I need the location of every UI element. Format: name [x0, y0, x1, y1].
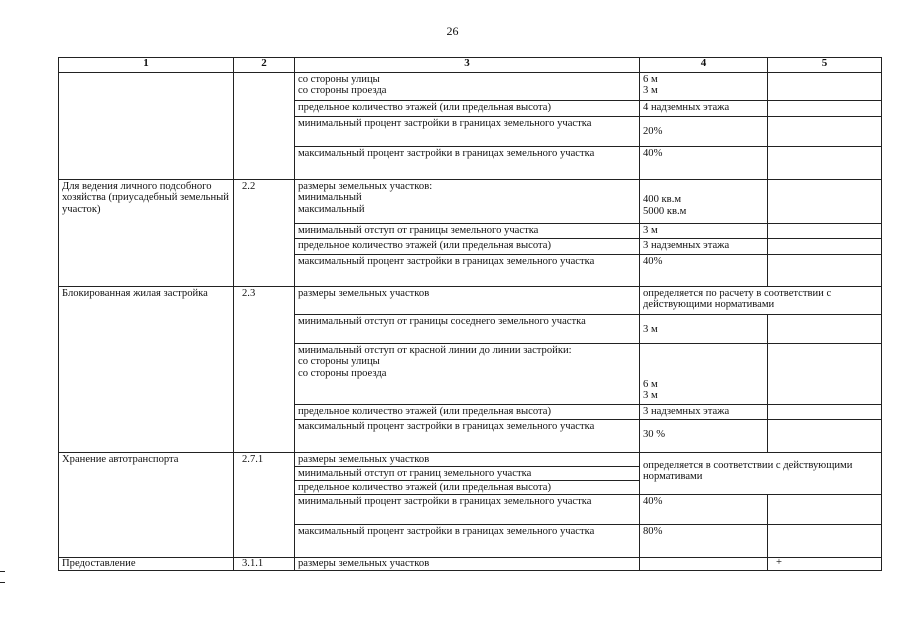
table-cell-parameter: размеры земельных участков: [294, 286, 640, 315]
table-cell-parameter: предельное количество этажей (или предельная высота): [294, 404, 640, 420]
margin-mark-lower: [0, 582, 5, 583]
table-cell-value: 80%: [639, 524, 768, 558]
table-cell-note: [767, 343, 882, 405]
header-col-2: 2: [233, 57, 295, 73]
table-cell-use-code: 2.2: [233, 179, 295, 287]
table-cell-value: 4 надземных этажа: [639, 100, 768, 117]
table-cell-parameter: максимальный процент застройки в границах земельного участка: [294, 254, 640, 287]
table-cell-use-name: Блокированная жилая застройка: [58, 286, 234, 453]
table-cell-value: 400 кв.м 5000 кв.м: [639, 179, 768, 224]
table-cell-note: [767, 72, 882, 101]
table-cell-value: [639, 557, 768, 571]
header-col-5: 5: [767, 57, 882, 73]
table-cell-parameter: предельное количество этажей (или предельная высота): [294, 238, 640, 255]
table-cell-use-code: 3.1.1: [233, 557, 295, 571]
table-cell-note: [767, 116, 882, 147]
table-cell-value: 40%: [639, 254, 768, 287]
table-cell-value: 30 %: [639, 419, 768, 453]
table-cell-note: [767, 179, 882, 224]
table-cell-value: 3 надземных этажа: [639, 404, 768, 420]
header-col-1: 1: [58, 57, 234, 73]
table-cell-value: 3 надземных этажа: [639, 238, 768, 255]
table-cell-note: [767, 524, 882, 558]
table-cell-value: 20%: [639, 116, 768, 147]
table-cell-parameter: минимальный отступ от красной линии до линии застройки: со стороны улицы со стороны проезда: [294, 343, 640, 405]
table-cell-value: 3 м: [639, 314, 768, 344]
table-cell-parameter: максимальный процент застройки в границах земельного участка: [294, 524, 640, 558]
table-cell-use-name: Для ведения личного подсобного хозяйства (приусадебный земельный участок): [58, 179, 234, 287]
table-cell-parameter: минимальный отступ от границ земельного участка: [294, 466, 640, 481]
table-cell-parameter: размеры земельных участков: [294, 557, 640, 571]
table-cell-note: [767, 494, 882, 525]
table-cell-value: 3 м: [639, 223, 768, 239]
table-cell-use-name: Предоставление: [58, 557, 234, 571]
table-cell-value: определяется в соответствии с действующими нормативами: [639, 452, 882, 495]
table-cell-parameter: предельное количество этажей (или предельная высота): [294, 480, 640, 495]
table-cell-note: [767, 254, 882, 287]
table-cell-use-code: [233, 72, 295, 180]
table-cell-parameter: максимальный процент застройки в границах земельного участка: [294, 419, 640, 453]
table-cell-use-code: 2.3: [233, 286, 295, 453]
table-cell-parameter: максимальный процент застройки в границах земельного участка: [294, 146, 640, 180]
header-col-3: 3: [294, 57, 640, 73]
table-cell-note: [767, 100, 882, 117]
table-cell-parameter: минимальный процент застройки в границах земельного участка: [294, 494, 640, 525]
table-cell-note: +: [767, 557, 882, 571]
table-cell-use-name: Хранение автотранспорта: [58, 452, 234, 558]
table-cell-value: 40%: [639, 494, 768, 525]
table-cell-value: 40%: [639, 146, 768, 180]
table-cell-parameter: со стороны улицы со стороны проезда: [294, 72, 640, 101]
table-cell-use-code: 2.7.1: [233, 452, 295, 558]
margin-mark-upper: [0, 571, 5, 572]
table-cell-use-name: [58, 72, 234, 180]
table-cell-note: [767, 223, 882, 239]
table-cell-note: [767, 146, 882, 180]
table-cell-value: 6 м 3 м: [639, 343, 768, 405]
table-cell-note: [767, 419, 882, 453]
table-cell-value: определяется по расчету в соответствии с действующими нормативами: [639, 286, 882, 315]
table-cell-note: [767, 404, 882, 420]
table-cell-parameter: размеры земельных участков: [294, 452, 640, 467]
header-col-4: 4: [639, 57, 768, 73]
table-cell-value: 6 м 3 м: [639, 72, 768, 101]
table-cell-note: [767, 238, 882, 255]
table-cell-parameter: минимальный отступ от границы земельного участка: [294, 223, 640, 239]
table-cell-parameter: минимальный отступ от границы соседнего земельного участка: [294, 314, 640, 344]
table-cell-parameter: минимальный процент застройки в границах земельного участка: [294, 116, 640, 147]
table-cell-note: [767, 314, 882, 344]
table-cell-parameter: предельное количество этажей (или предельная высота): [294, 100, 640, 117]
table-cell-parameter: размеры земельных участков: минимальный максимальный: [294, 179, 640, 224]
page-number: 26: [446, 24, 459, 38]
